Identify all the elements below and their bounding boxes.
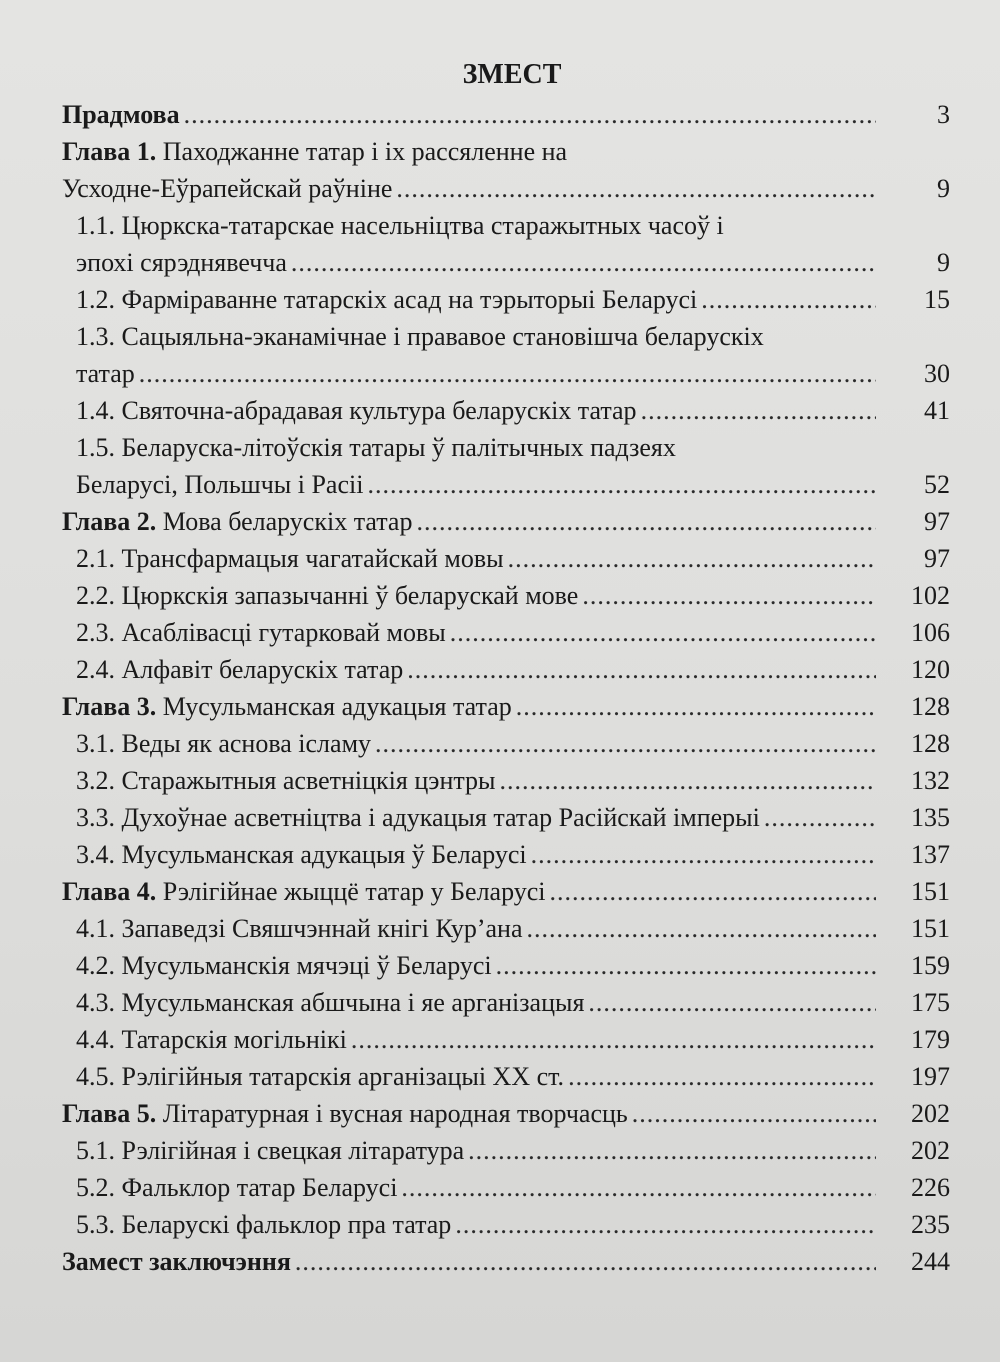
toc-entry-title — [62, 688, 876, 725]
toc-entry-text: 1.4. Святочна-абрадавая культура беларускіх татар — [76, 396, 637, 425]
toc-page-number: 9 — [937, 248, 950, 277]
toc-page-number: 175 — [911, 988, 950, 1017]
toc-page-number: 159 — [911, 951, 950, 980]
toc-entry-line-text — [62, 688, 512, 725]
toc-entry-line — [62, 96, 876, 133]
toc-entry-title — [62, 873, 876, 910]
toc-entry-label: Глава 5. — [62, 1099, 157, 1128]
dot-leader — [531, 836, 876, 873]
toc-section-entry — [58, 910, 950, 947]
toc-entry-line-text — [76, 540, 504, 577]
toc-page-number: 128 — [911, 729, 950, 758]
dot-leader — [367, 466, 876, 503]
toc-page-number: 30 — [924, 359, 950, 388]
toc-entry-continuation-text: Усходне-Еўрапейскай раўніне — [62, 174, 393, 203]
toc-page-number: 97 — [924, 507, 950, 536]
toc-section-entry — [58, 429, 950, 503]
toc-entry-text: 3.3. Духоўнае асветніцтва і адукацыя татар Расійскай імперыі — [76, 803, 760, 832]
dot-leader — [568, 1058, 876, 1095]
toc-entry-title — [76, 1058, 876, 1095]
toc-entry-text: 3.2. Старажытныя асветніцкія цэнтры — [76, 766, 496, 795]
toc-page-number: 106 — [911, 618, 950, 647]
dot-leader — [351, 1021, 876, 1058]
toc-entry-line-text — [62, 503, 412, 540]
toc-section-entry — [58, 1206, 950, 1243]
toc-page-number: 9 — [937, 174, 950, 203]
toc-page-number: 202 — [911, 1099, 950, 1128]
toc-entry-text: Мусульманская адукацыя татар — [156, 692, 512, 721]
toc-entry-label: Глава 1. — [62, 137, 157, 166]
toc-section-entry — [58, 577, 950, 614]
dot-leader — [416, 503, 876, 540]
toc-entry-first-line — [76, 318, 876, 355]
toc-section-entry — [58, 762, 950, 799]
toc-entry-title — [76, 799, 876, 836]
dot-leader — [516, 688, 876, 725]
toc-entry-line-text — [76, 1058, 564, 1095]
toc-entry-line-text — [76, 799, 760, 836]
toc-entry-continuation — [76, 355, 876, 392]
toc-entry-title — [76, 1021, 876, 1058]
toc-section-entry — [58, 392, 950, 429]
toc-entry-text: 1.1. Цюркска-татарскае насельніцтва старажытных часоў і — [76, 211, 724, 240]
toc-entry-line-text — [76, 910, 523, 947]
toc-entry-line — [76, 540, 876, 577]
toc-entry-line — [76, 836, 876, 873]
toc-entry-title — [62, 503, 876, 540]
toc-entry-text: 4.1. Запаведзі Свяшчэннай кнігі Кур’ана — [76, 914, 523, 943]
toc-page-number: 151 — [911, 914, 950, 943]
toc-chapter-entry — [58, 96, 950, 133]
toc-entry-line — [62, 873, 876, 910]
toc-entry-text: 1.2. Фарміраванне татарскіх асад на тэрыторыі Беларусі — [76, 285, 698, 314]
toc-entry-title — [76, 910, 876, 947]
toc-entry-text: 2.3. Асаблівасці гутарковай мовы — [76, 618, 446, 647]
toc-entry-title — [62, 96, 876, 133]
toc-entry-text: 2.1. Трансфармацыя чагатайскай мовы — [76, 544, 504, 573]
toc-page-number: 128 — [911, 692, 950, 721]
toc-entry-first-line — [62, 133, 876, 170]
toc-entry-first-line — [76, 207, 876, 244]
toc-section-entry — [58, 651, 950, 688]
toc-entry-title — [76, 984, 876, 1021]
dot-leader — [588, 984, 876, 1021]
toc-entry-text: Рэлігійнае жыццё татар у Беларусі — [156, 877, 546, 906]
toc-entry-title — [76, 836, 876, 873]
toc-entry-line-text — [62, 1243, 291, 1280]
toc-page-number: 197 — [911, 1062, 950, 1091]
toc-entry-line-text — [76, 762, 496, 799]
toc-entry-title — [62, 1243, 876, 1280]
toc-entry-line — [76, 577, 876, 614]
toc-section-entry — [58, 836, 950, 873]
toc-page-number: 41 — [924, 396, 950, 425]
toc-chapter-entry — [58, 873, 950, 910]
toc-entry-line-text — [76, 984, 584, 1021]
toc-entry-title — [76, 429, 876, 503]
toc-entry-title — [76, 1132, 876, 1169]
dot-leader — [396, 170, 876, 207]
dot-leader — [496, 947, 876, 984]
toc-entry-label: Глава 3. — [62, 692, 157, 721]
toc-page-number: 3 — [937, 100, 950, 129]
toc-entry-list — [58, 96, 950, 1280]
toc-entry-line — [76, 1206, 876, 1243]
toc-entry-line-text — [76, 1206, 451, 1243]
toc-page-number: 151 — [911, 877, 950, 906]
toc-page-number: 52 — [924, 470, 950, 499]
toc-entry-line — [76, 651, 876, 688]
toc-section-entry — [58, 1058, 950, 1095]
toc-entry-text: Мова беларускіх татар — [156, 507, 413, 536]
toc-entry-continuation-text: Беларусі, Польшчы і Расіі — [76, 470, 364, 499]
toc-entry-line — [76, 1021, 876, 1058]
toc-section-entry — [58, 1021, 950, 1058]
toc-chapter-entry — [58, 1243, 950, 1280]
toc-entry-title — [76, 281, 876, 318]
toc-entry-line — [76, 392, 876, 429]
toc-entry-line — [76, 910, 876, 947]
toc-entry-text: 4.3. Мусульманская абшчына і яе арганізацыя — [76, 988, 585, 1017]
toc-entry-line-text — [76, 392, 637, 429]
toc-entry-line — [76, 1169, 876, 1206]
toc-entry-title — [76, 318, 876, 392]
toc-entry-first-line — [76, 429, 876, 466]
toc-section-entry — [58, 318, 950, 392]
toc-entry-line — [76, 281, 876, 318]
toc-entry-title — [76, 577, 876, 614]
toc-entry-continuation-text: эпохі сярэднявечча — [76, 248, 287, 277]
toc-entry-text: Паходжанне татар і іх рассяленне на — [156, 137, 568, 166]
toc-entry-text: 1.5. Беларуска-літоўскія татары ў палітычных падзеях — [76, 433, 676, 462]
toc-entry-label: Глава 2. — [62, 507, 157, 536]
dot-leader — [527, 910, 876, 947]
toc-entry-line — [76, 1132, 876, 1169]
toc-entry-line-text — [76, 1021, 347, 1058]
toc-entry-line-text — [76, 577, 578, 614]
toc-page-number: 179 — [911, 1025, 950, 1054]
toc-entry-text: 1.3. Сацыяльна-эканамічнае і прававое становішча беларускіх — [76, 322, 764, 351]
dot-leader — [291, 244, 876, 281]
dot-leader — [632, 1095, 876, 1132]
toc-entry-title — [76, 651, 876, 688]
toc-entry-line — [76, 725, 876, 762]
toc-page-number: 15 — [924, 285, 950, 314]
dot-leader — [401, 1169, 876, 1206]
toc-entry-text: 4.5. Рэлігійныя татарскія арганізацыі XX ст. — [76, 1062, 565, 1091]
toc-section-entry — [58, 984, 950, 1021]
toc-chapter-entry — [58, 688, 950, 725]
dot-leader — [139, 355, 876, 392]
toc-chapter-entry — [58, 1095, 950, 1132]
toc-entry-line-text — [76, 1169, 397, 1206]
toc-entry-title — [62, 133, 876, 207]
dot-leader — [455, 1206, 876, 1243]
toc-entry-title — [76, 725, 876, 762]
dot-leader — [582, 577, 876, 614]
toc-entry-text: 3.4. Мусульманская адукацыя ў Беларусі — [76, 840, 527, 869]
toc-page-number: 235 — [911, 1210, 950, 1239]
toc-entry-line — [76, 799, 876, 836]
toc-entry-line-text — [76, 947, 492, 984]
toc-entry-label: Замест заключэння — [62, 1247, 291, 1276]
toc-entry-title — [76, 1169, 876, 1206]
toc-section-entry — [58, 1169, 950, 1206]
toc-entry-line-text — [76, 614, 446, 651]
dot-leader — [295, 1243, 876, 1280]
toc-entry-line-text — [62, 96, 180, 133]
dot-leader — [184, 96, 876, 133]
toc-page-number: 97 — [924, 544, 950, 573]
toc-entry-line — [62, 503, 876, 540]
dot-leader — [468, 1132, 876, 1169]
toc-entry-text: 5.3. Беларускі фальклор пра татар — [76, 1210, 452, 1239]
toc-entry-continuation — [62, 170, 876, 207]
toc-entry-text: 4.2. Мусульманскія мячэці ў Беларусі — [76, 951, 492, 980]
toc-entry-continuation — [76, 466, 876, 503]
toc-section-entry — [58, 725, 950, 762]
toc-page-number: 226 — [911, 1173, 950, 1202]
toc-entry-line-text — [76, 281, 697, 318]
toc-entry-line-text — [62, 873, 546, 910]
dot-leader — [550, 873, 876, 910]
toc-entry-title — [76, 1206, 876, 1243]
toc-entry-title — [76, 207, 876, 281]
toc-section-entry — [58, 614, 950, 651]
toc-entry-title — [62, 1095, 876, 1132]
toc-page-number: 102 — [911, 581, 950, 610]
toc-section-entry — [58, 281, 950, 318]
toc-entry-line — [76, 762, 876, 799]
toc-entry-line-text — [76, 836, 527, 873]
toc-entry-line — [62, 1095, 876, 1132]
toc-page-number: 202 — [911, 1136, 950, 1165]
dot-leader — [450, 614, 876, 651]
toc-entry-text: 5.1. Рэлігійная і свецкая літаратура — [76, 1136, 465, 1165]
toc-entry-line — [76, 984, 876, 1021]
toc-page-number: 135 — [911, 803, 950, 832]
toc-entry-line — [76, 614, 876, 651]
dot-leader — [508, 540, 876, 577]
toc-entry-line — [62, 1243, 876, 1280]
toc-entry-title — [76, 614, 876, 651]
table-of-contents — [58, 40, 950, 1280]
toc-entry-text: 5.2. Фальклор татар Беларусі — [76, 1173, 398, 1202]
dot-leader — [764, 799, 876, 836]
dot-leader — [375, 725, 876, 762]
dot-leader — [641, 392, 876, 429]
toc-entry-label: Глава 4. — [62, 877, 157, 906]
toc-entry-title — [76, 947, 876, 984]
toc-entry-text: Літаратурная і вусная народная творчасць — [156, 1099, 628, 1128]
toc-chapter-entry — [58, 503, 950, 540]
toc-entry-title — [76, 762, 876, 799]
toc-entry-label: Прадмова — [62, 100, 180, 129]
dot-leader — [407, 651, 876, 688]
dot-leader — [500, 762, 876, 799]
toc-section-entry — [58, 540, 950, 577]
toc-entry-text: 2.4. Алфавіт беларускіх татар — [76, 655, 404, 684]
toc-page-number: 244 — [911, 1247, 950, 1276]
toc-entry-line-text — [76, 725, 371, 762]
toc-entry-line — [76, 1058, 876, 1095]
toc-page-number: 120 — [911, 655, 950, 684]
toc-section-entry — [58, 947, 950, 984]
toc-entry-continuation-text: татар — [76, 359, 135, 388]
toc-entry-line-text — [76, 1132, 464, 1169]
toc-entry-title — [76, 392, 876, 429]
toc-page-number: 132 — [911, 766, 950, 795]
toc-entry-line-text — [62, 1095, 628, 1132]
toc-entry-title — [76, 540, 876, 577]
toc-chapter-entry — [58, 133, 950, 207]
toc-page-number: 137 — [911, 840, 950, 869]
toc-entry-line — [62, 688, 876, 725]
toc-entry-text: 3.1. Веды як аснова ісламу — [76, 729, 372, 758]
toc-entry-text: 2.2. Цюркскія запазычанні ў беларускай мове — [76, 581, 579, 610]
dot-leader — [701, 281, 876, 318]
toc-section-entry — [58, 207, 950, 281]
toc-section-entry — [58, 1132, 950, 1169]
toc-entry-continuation — [76, 244, 876, 281]
toc-entry-line — [76, 947, 876, 984]
toc-entry-text: 4.4. Татарскія могільнікі — [76, 1025, 347, 1054]
toc-entry-line-text — [76, 651, 403, 688]
toc-section-entry — [58, 799, 950, 836]
page-title: ЗМЕСТ — [462, 59, 562, 90]
